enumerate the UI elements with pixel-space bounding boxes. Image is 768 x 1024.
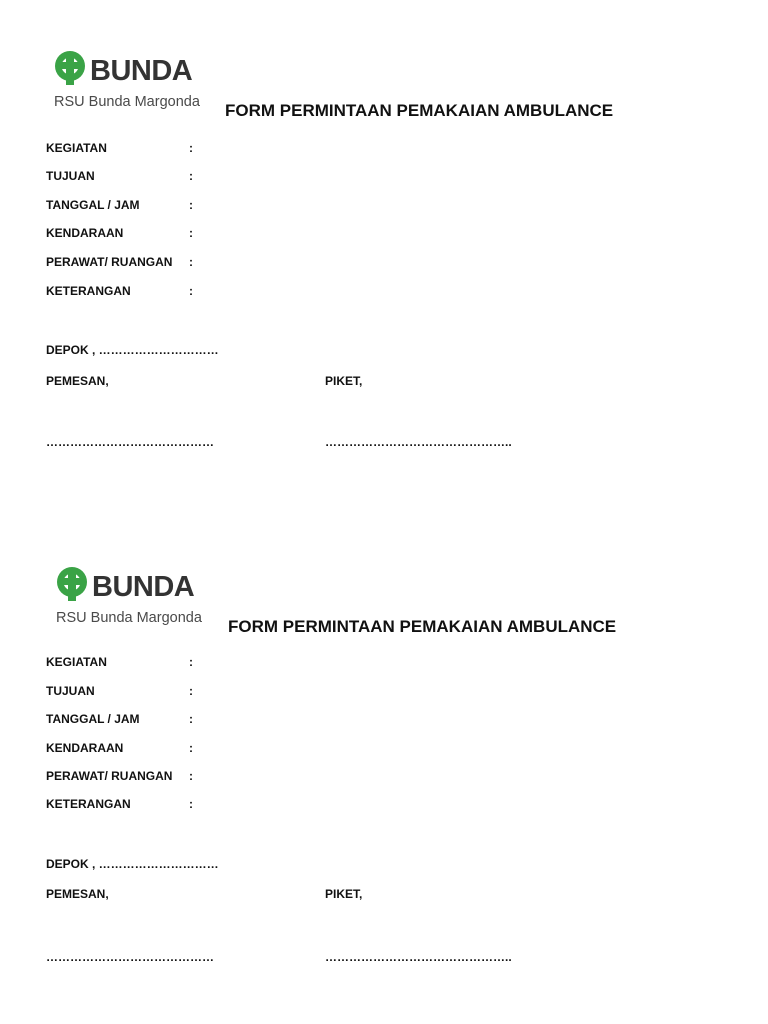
field-label: TANGGAL / JAM xyxy=(46,712,140,726)
field-label: TANGGAL / JAM xyxy=(46,198,140,212)
bunda-cross-icon xyxy=(54,50,88,86)
place-date-line: DEPOK , ………………………… xyxy=(46,343,219,357)
orderer-label: PEMESAN, xyxy=(46,887,109,901)
field-label: KENDARAAN xyxy=(46,226,124,240)
field-label: KENDARAAN xyxy=(46,741,124,755)
hospital-logo xyxy=(56,566,206,641)
field-colon: : xyxy=(189,769,193,783)
duty-label: PIKET, xyxy=(325,887,363,901)
field-colon: : xyxy=(189,684,193,698)
field-row-tujuan xyxy=(46,170,193,182)
form-title: FORM PERMINTAAN PEMAKAIAN AMBULANCE xyxy=(228,617,617,636)
logo-brand-text: BUNDA xyxy=(90,55,193,87)
field-colon: : xyxy=(189,141,193,155)
field-label: KEGIATAN xyxy=(46,655,107,669)
field-row-kendaraan xyxy=(46,742,193,754)
place-date-line: DEPOK , ………………………… xyxy=(46,857,219,871)
field-row-tujuan xyxy=(46,685,193,697)
ambulance-request-form-1 xyxy=(0,0,768,500)
field-row-kendaraan xyxy=(46,227,193,239)
field-row-tanggal-jam xyxy=(46,199,193,211)
field-label: TUJUAN xyxy=(46,684,95,698)
duty-label: PIKET, xyxy=(325,374,363,388)
hospital-logo xyxy=(54,50,204,125)
field-label: KETERANGAN xyxy=(46,797,131,811)
field-row-keterangan xyxy=(46,285,193,297)
field-label: KEGIATAN xyxy=(46,141,107,155)
orderer-signature-line: …………………………………… xyxy=(46,435,214,449)
field-colon: : xyxy=(189,255,193,269)
form-title: FORM PERMINTAAN PEMAKAIAN AMBULANCE xyxy=(225,101,614,120)
field-colon: : xyxy=(189,284,193,298)
field-row-tanggal-jam xyxy=(46,713,193,725)
field-colon: : xyxy=(189,226,193,240)
bunda-cross-icon xyxy=(56,566,90,602)
field-colon: : xyxy=(189,797,193,811)
field-row-kegiatan xyxy=(46,142,193,154)
field-label: TUJUAN xyxy=(46,169,95,183)
ambulance-request-form-2 xyxy=(0,514,768,1014)
field-label: KETERANGAN xyxy=(46,284,131,298)
logo-brand-text: BUNDA xyxy=(92,571,195,603)
field-colon: : xyxy=(189,655,193,669)
orderer-label: PEMESAN, xyxy=(46,374,109,388)
field-row-perawat-ruangan xyxy=(46,256,193,268)
field-row-kegiatan xyxy=(46,656,193,668)
logo-subtitle: RSU Bunda Margonda xyxy=(56,610,202,626)
field-colon: : xyxy=(189,198,193,212)
logo-subtitle: RSU Bunda Margonda xyxy=(54,94,200,110)
field-label: PERAWAT/ RUANGAN xyxy=(46,769,173,783)
field-row-keterangan xyxy=(46,798,193,810)
duty-signature-line: ……………………………………….. xyxy=(325,435,512,449)
orderer-signature-line: …………………………………… xyxy=(46,950,214,964)
field-row-perawat-ruangan xyxy=(46,770,193,782)
duty-signature-line: ……………………………………….. xyxy=(325,950,512,964)
field-colon: : xyxy=(189,169,193,183)
field-colon: : xyxy=(189,712,193,726)
field-label: PERAWAT/ RUANGAN xyxy=(46,255,173,269)
field-colon: : xyxy=(189,741,193,755)
